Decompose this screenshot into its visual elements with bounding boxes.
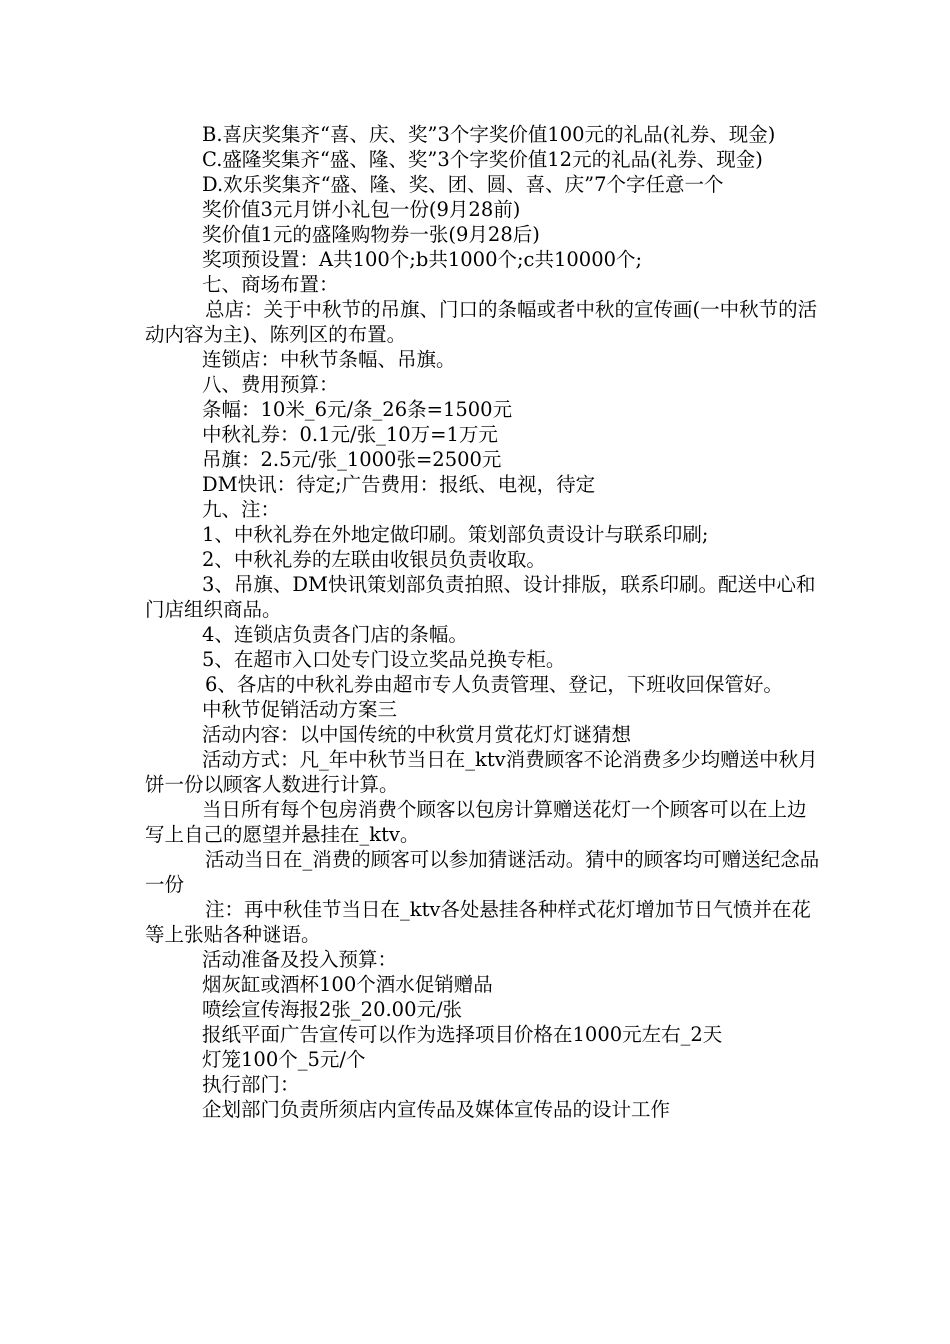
paragraph: 活动准备及投入预算：: [202, 948, 398, 971]
paragraph: 企划部门负责所须店内宣传品及媒体宣传品的设计工作: [202, 1098, 671, 1121]
paragraph: 4、连锁店负责各门店的条幅。: [202, 623, 468, 646]
paragraph: 总店：关于中秋节的吊旗、门口的条幅或者中秋的宣传画(一中秋节的活动内容为主)、陈列区的布置。: [145, 298, 818, 346]
paragraph: 烟灰缸或酒杯100个酒水促销赠品: [202, 973, 493, 996]
document-body: [145, 122, 825, 1122]
paragraph: B.喜庆奖集齐“喜、庆、奖”3个字奖价值100元的礼品(礼券、现金): [202, 123, 776, 146]
paragraph: 中秋礼券：0.1元/张_10万=1万元: [202, 423, 498, 446]
paragraph: 活动方式：凡_年中秋节当日在_ktv消费顾客不论消费多少均赠送中秋月饼一份以顾客人数进行计算。: [145, 748, 818, 796]
paragraph: 连锁店：中秋节条幅、吊旗。: [202, 348, 456, 371]
paragraph: 1、中秋礼券在外地定做印刷。策划部负责设计与联系印刷;: [202, 523, 709, 546]
section-heading: 八、费用预算：: [202, 373, 339, 396]
paragraph: 奖项预设置：A共100个;b共1000个;c共10000个;: [202, 248, 643, 271]
paragraph: 灯笼100个_5元/个: [202, 1048, 366, 1071]
section-heading: 七、商场布置：: [202, 273, 339, 296]
paragraph: 吊旗：2.5元/张_1000张=2500元: [202, 448, 502, 471]
paragraph: 奖价值3元月饼小礼包一份(9月28前): [202, 198, 521, 221]
paragraph: 活动当日在_消费的顾客可以参加猜谜活动。猜中的顾客均可赠送纪念品一份: [145, 848, 820, 896]
section-heading: 中秋节促销活动方案三: [202, 698, 398, 721]
paragraph: 喷绘宣传海报2张_20.00元/张: [202, 998, 463, 1021]
section-heading: 九、注：: [202, 498, 281, 521]
paragraph: C.盛隆奖集齐“盛、隆、奖”3个字奖价值12元的礼品(礼券、现金): [202, 148, 763, 171]
paragraph: DM快讯：待定;广告费用：报纸、电视，待定: [202, 473, 596, 496]
paragraph: 2、中秋礼券的左联由收银员负责收取。: [202, 548, 546, 571]
paragraph: 活动内容：以中国传统的中秋赏月赏花灯灯谜猜想: [202, 723, 632, 746]
paragraph: 奖价值1元的盛隆购物券一张(9月28后): [202, 223, 540, 246]
paragraph: 执行部门：: [202, 1073, 300, 1096]
paragraph: 5、在超市入口处专门设立奖品兑换专柜。: [202, 648, 566, 671]
paragraph: 注：再中秋佳节当日在_ktv各处悬挂各种样式花灯增加节日气愤并在花等上张贴各种谜语。: [145, 898, 811, 946]
paragraph: 当日所有每个包房消费个顾客以包房计算赠送花灯一个顾客可以在上边写上自己的愿望并悬挂在_ktv。: [145, 798, 807, 846]
paragraph: 6、各店的中秋礼券由超市专人负责管理、登记，下班收回保管好。: [205, 673, 783, 696]
paragraph: 报纸平面广告宣传可以作为选择项目价格在1000元左右_2天: [202, 1023, 723, 1046]
paragraph: 3、吊旗、DM快讯策划部负责拍照、设计排版，联系印刷。配送中心和门店组织商品。: [145, 573, 816, 621]
paragraph: D.欢乐奖集齐“盛、隆、奖、团、圆、喜、庆”7个字任意一个: [202, 173, 724, 196]
paragraph: 条幅：10米_6元/条_26条=1500元: [202, 398, 513, 421]
